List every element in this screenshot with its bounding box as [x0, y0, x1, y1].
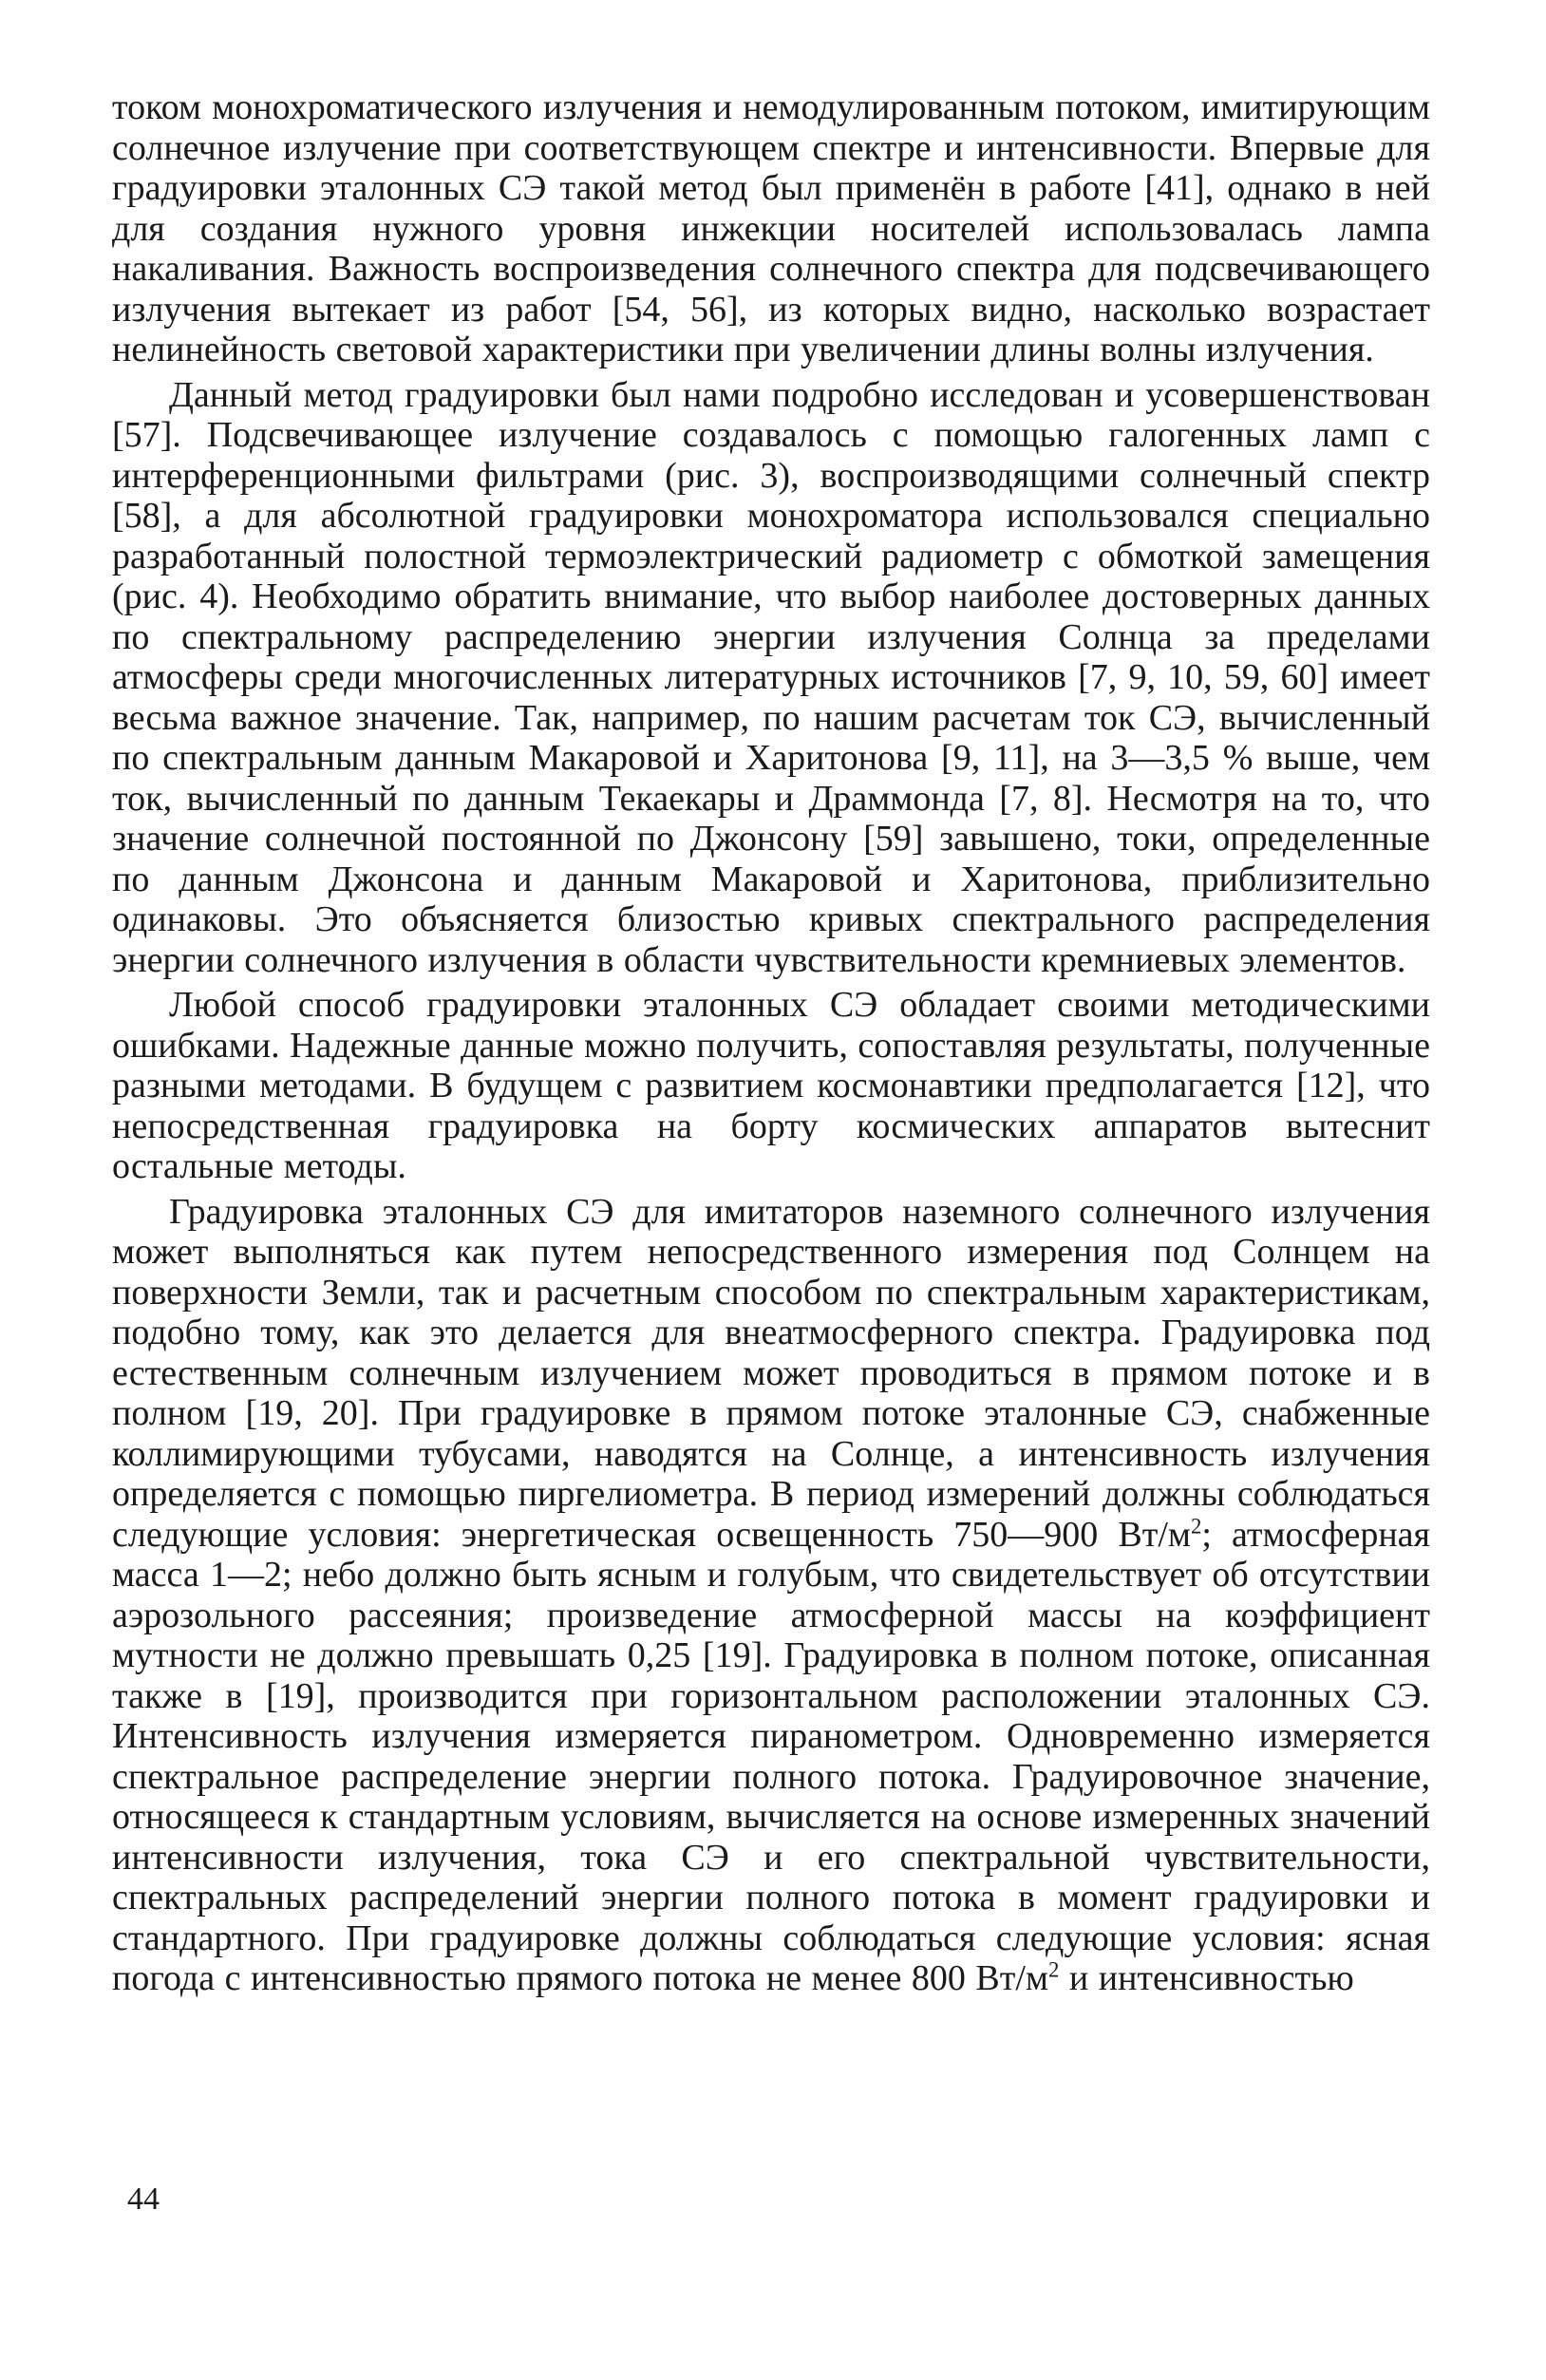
- superscript-2: 2: [1047, 1957, 1060, 1982]
- paragraph-4: [112, 1192, 1430, 1999]
- page-number: 44: [127, 2182, 160, 2217]
- paragraph-4-part-2: ; атмосферная масса 1—2; небо должно быть ясным и голубым, что свидетельствует об отсутствии аэрозольного рассеяния; произведение атмосферной массы на коэффициент мутности не должно превышать 0,25 [19]. Градуировка в полном потоке, описанная также в [19], производится при горизонтальном расположении эталонных СЭ. Интенсивность излучения измеряется пиранометром. Одновременно измеряется спектральное распределение энергии полного потока. Градуировочное значение, относящееся к стандартным условиям, вычисляется на основе измеренных значений интенсивности излучения, тока СЭ и его спектральной чувствительности, спектральных распределений энергии полного потока в момент градуировки и стандартного. При градуировке должны соблюдаться следующие условия: ясная погода с интенсивностью прямого потока не менее 800 Вт/м: [112, 1514, 1430, 1998]
- paragraph-1: током монохроматического излучения и немодулированным потоком, имитирующим солнечное излучение при соответствующем спектре и интенсивности. Впервые для градуировки эталонных СЭ такой метод был применён в работе [41], однако в ней для создания нужного уровня инжекции носителей использовалась лампа накаливания. Важность воспроизведения солнечного спектра для подсвечивающего излучения вытекает из работ [54, 56], из которых видно, насколько возрастает нелинейность световой характеристики при увеличении длины волны излучения.: [112, 87, 1430, 369]
- page-body: [112, 87, 1430, 2300]
- paragraph-2: Данный метод градуировки был нами подробно исследован и усовершенствован [57]. Подсвечивающее излучение создавалось с помощью галогенных ламп с интерференционными фильтрами (рис. 3), воспроизводящими солнечный спектр [58], а для абсолютной градуировки монохроматора использовался специально разработанный полостной термоэлектрический радиометр с обмоткой замещения (рис. 4). Необходимо обратить внимание, что выбор наиболее достоверных данных по спектральному распределению энергии излучения Солнца за пределами атмосферы среди многочисленных литературных источников [7, 9, 10, 59, 60] имеет весьма важное значение. Так, например, по нашим расчетам ток СЭ, вычисленный по спектральным данным Макаровой и Харитонова [9, 11], на 3—3,5 % выше, чем ток, вычисленный по данным Текаекары и Драммонда [7, 8]. Несмотря на то, что значение солнечной постоянной по Джонсону [59] завышено, токи, определенные по данным Джонсона и данным Макаровой и Харитонова, приблизительно одинаковы. Это объясняется близостью кривых спектрального распределения энергии солнечного излучения в области чувствительности кремниевых элементов.: [112, 374, 1430, 980]
- superscript-2: 2: [1190, 1513, 1202, 1538]
- paragraph-4-part-1: Градуировка эталонных СЭ для имитаторов наземного солнечного излучения может выполняться как путем непосредственного измерения под Солнцем на поверхности Земли, так и расчетным способом по спектральным характеристикам, подобно тому, как это делается для внеатмосферного спектра. Градуировка под естественным солнечным излучением может проводиться в прямом потоке и в полном [19, 20]. При градуировке в прямом потоке эталонные СЭ, снабженные коллимирующими тубусами, наводятся на Солнце, а интенсивность излучения определяется с помощью пиргелиометра. В период измерений должны соблюдаться следующие условия: энергетическая освещенность 750—900 Вт/м: [112, 1191, 1430, 1555]
- paragraph-4-part-3: и интенсивностью: [1059, 1958, 1354, 1998]
- paragraph-3: Любой способ градуировки эталонных СЭ обладает своими методическими ошибками. Надежные данные можно получить, сопоставляя результаты, полученные разными методами. В будущем с развитием космонавтики предполагается [12], что непосредственная градуировка на борту космических аппаратов вытеснит остальные методы.: [112, 985, 1430, 1186]
